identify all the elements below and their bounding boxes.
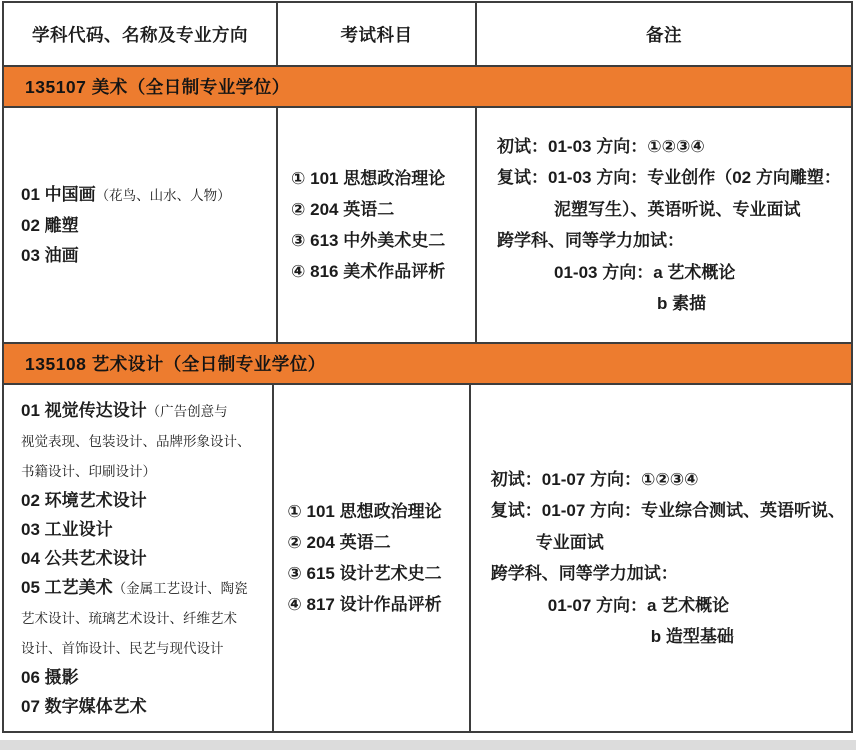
subject-line: ① 101 思想政治理论: [291, 169, 446, 188]
remark-line: 复试：01-03 方向：专业创作（02 方向雕塑：: [497, 168, 841, 187]
header-cell-discipline: [4, 3, 278, 65]
direction-main: 01 中国画: [21, 184, 96, 204]
direction-line: [21, 180, 231, 211]
directions-cell: [4, 108, 278, 342]
direction-note: 设计、首饰设计、民艺与现代设计: [21, 640, 224, 656]
direction-line: [21, 573, 248, 603]
column-header-discipline: 学科代码、名称及专业方向: [32, 24, 248, 45]
subjects-cell: [278, 108, 477, 342]
direction-main: 07 数字媒体艺术: [21, 696, 147, 716]
scan-edge-strip: [0, 740, 856, 750]
column-header-remarks: 备注: [646, 24, 682, 45]
direction-line: [21, 515, 113, 544]
direction-main: 03 油画: [21, 245, 79, 265]
remarks-cell: [471, 385, 851, 731]
remark-line: 01-03 方向：a 艺术概论: [554, 262, 736, 282]
direction-main: 02 环境艺术设计: [21, 490, 147, 510]
directions-cell: [4, 385, 274, 731]
direction-line: [21, 603, 237, 633]
section-135107-row: [4, 106, 851, 342]
subjects-cell: [274, 385, 470, 731]
remark-line: 01-07 方向：a 艺术概论: [547, 595, 730, 615]
admissions-subjects-table: [2, 1, 853, 733]
direction-note: 艺术设计、琉璃艺术设计、纤维艺术: [21, 610, 237, 626]
section-135108-row: [4, 383, 851, 731]
direction-note: 书籍设计、印刷设计）: [21, 463, 156, 479]
subject-line: ④ 817 设计作品评析: [287, 595, 442, 614]
direction-main: 05 工艺美术: [21, 577, 113, 597]
direction-line: [21, 456, 156, 486]
subject-line: ③ 615 设计艺术史二: [287, 564, 442, 583]
direction-line: [21, 486, 147, 515]
remark-line: 专业面试: [535, 532, 604, 552]
direction-main: 06 摄影: [21, 667, 79, 687]
direction-note: 视觉表现、包装设计、品牌形象设计、: [21, 433, 251, 449]
subject-line: ④ 816 美术作品评析: [291, 262, 446, 281]
direction-line: [21, 663, 79, 692]
direction-main: 02 雕塑: [21, 215, 79, 235]
direction-line: [21, 211, 79, 241]
direction-note: （花鸟、山水、人物）: [95, 187, 231, 203]
remark-line: 初试：01-03 方向：①②③④: [497, 136, 705, 156]
remark-line: 跨学科、同等学力加试：: [497, 231, 684, 250]
subject-line: ① 101 思想政治理论: [287, 502, 442, 521]
column-header-subjects: 考试科目: [340, 24, 413, 45]
remark-line: 泥塑写生）、英语听说、专业面试: [554, 199, 801, 219]
subject-line: ② 204 英语二: [291, 200, 395, 219]
section-band-135107: 135107 美术（全日制专业学位）: [4, 65, 851, 106]
direction-line: [21, 633, 224, 663]
direction-line: [21, 426, 251, 456]
direction-line: [21, 396, 228, 426]
remark-line: 初试：01-07 方向：①②③④: [490, 469, 699, 489]
remark-line: b 素描: [657, 294, 707, 313]
table-header-row: [4, 3, 851, 65]
subject-line: ② 204 英语二: [287, 533, 391, 552]
remark-line: b 造型基础: [650, 627, 734, 646]
subject-line: ③ 613 中外美术史二: [291, 231, 446, 250]
header-cell-remarks: [477, 3, 851, 65]
direction-line: [21, 692, 147, 721]
header-cell-subjects: [278, 3, 477, 65]
direction-line: [21, 544, 147, 573]
direction-main: 04 公共艺术设计: [21, 548, 147, 568]
remark-line: 跨学科、同等学力加试：: [490, 564, 678, 583]
direction-note: （金属工艺设计、陶瓷: [112, 580, 248, 596]
direction-line: [21, 241, 79, 271]
section-band-135108: 135108 艺术设计（全日制专业学位）: [4, 342, 851, 383]
direction-main: 01 视觉传达设计: [21, 400, 147, 420]
direction-main: 03 工业设计: [21, 519, 113, 539]
remark-line: 复试：01-07 方向：专业综合测试、英语听说、: [490, 501, 845, 520]
remarks-cell: [477, 108, 851, 342]
direction-note: （广告创意与: [146, 403, 228, 419]
